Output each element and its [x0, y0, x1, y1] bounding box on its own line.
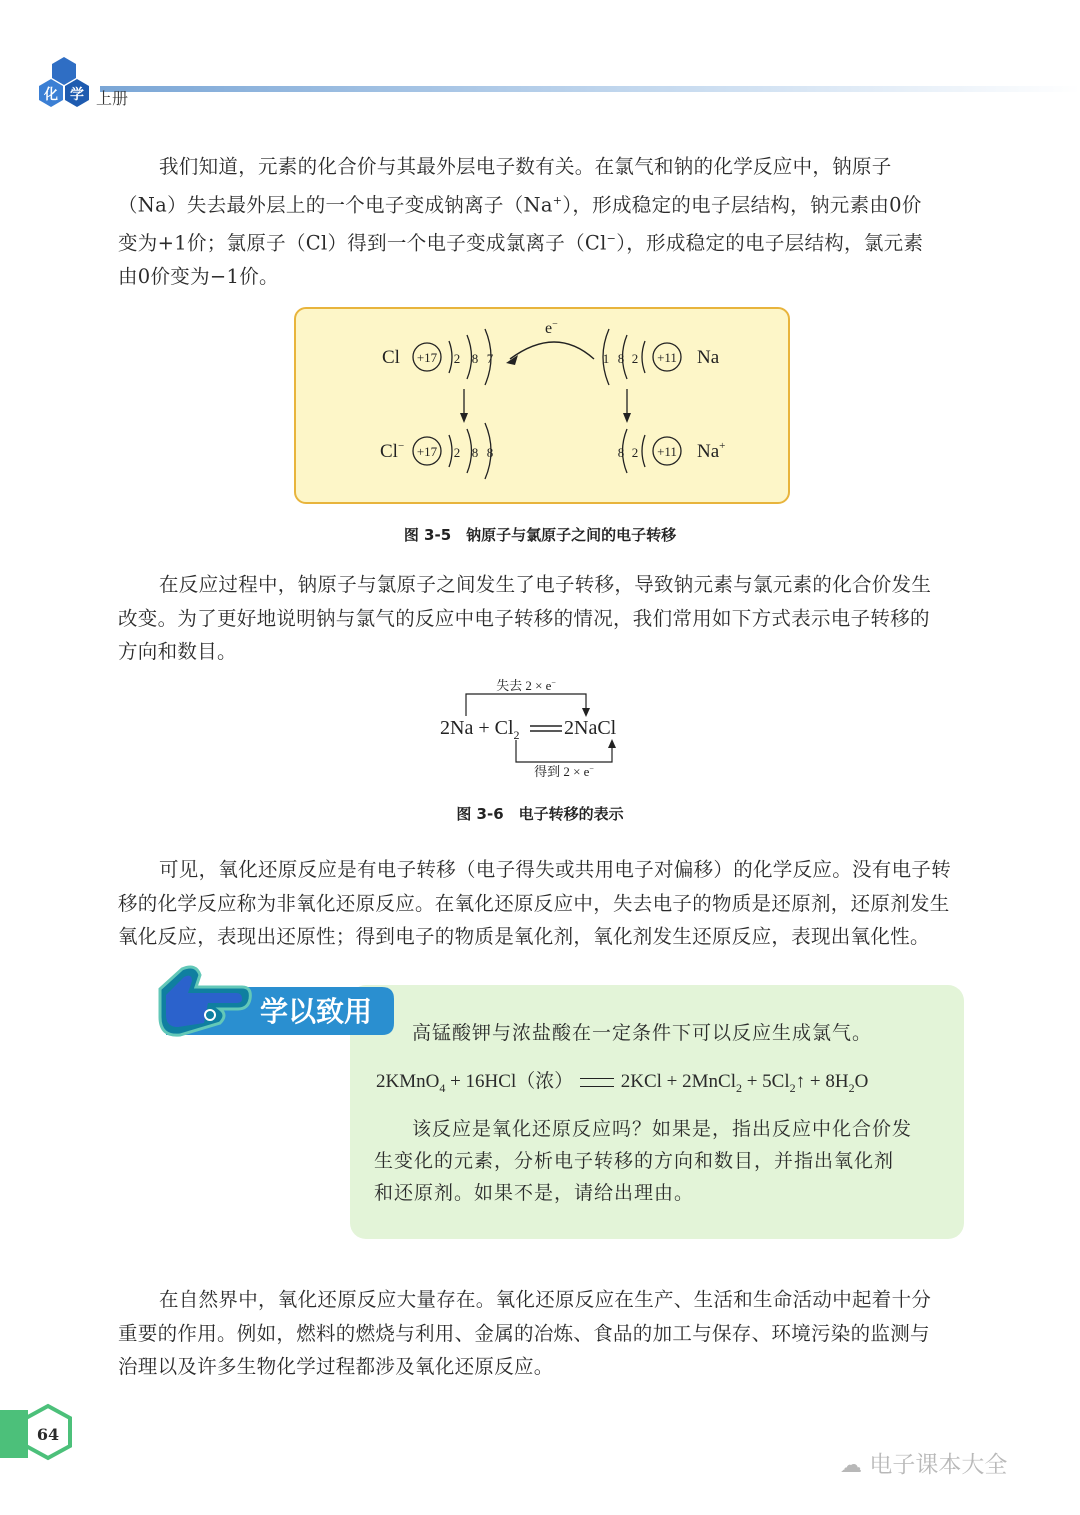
svg-text:8: 8 [486, 445, 494, 460]
hexagon-logo-icon [38, 55, 148, 115]
svg-text:8: 8 [471, 445, 479, 460]
na-ion-symbol: Na+ [697, 440, 726, 462]
paragraph-transfer-explain: 在反应过程中，钠原子与氯原子之间发生了电子转移，导致钠元素与氯元素的化合价发生 改变。为了更好地说明钠与氯气的反应中电子转移的情况，我们常用如下方式表示电子转移的 方向和数目。 [118, 573, 932, 663]
cl-ion-nucleus: +17 [416, 444, 438, 459]
cl-nucleus-label: +17 [416, 350, 438, 365]
p1-line1: 我们知道，元素的化合价与其最外层电子数有关。在氯气和钠的化学反应中，钠原子 [159, 155, 892, 178]
equation-equals-sign [580, 1078, 614, 1087]
paragraph-redox-definition: 可见，氧化还原反应是有电子转移（电子得失或共用电子对偏移）的化学反应。没有电子转 移的化学反应称为非氧化还原反应。在氧化还原反应中，失去电子的物质是还原剂，还原剂发生 氧化反应，表现出还原性；得到电子的物质是氧化剂，氧化剂发生还原反应，表现出氧化性。 [118, 858, 952, 948]
practice-equation: 2KMnO$_4$ + 16HCl（浓） 2KCl + 2MnCl$_2$ + $5Cl_2↑ + 8H_2O$ [376, 1071, 869, 1095]
practice-intro: 高锰酸钾与浓盐酸在一定条件下可以反应生成氯气。 [412, 1022, 873, 1044]
header-rule [100, 86, 1080, 92]
hex-char-2: 学 [70, 87, 84, 103]
equation-product: 2NaCl [564, 717, 617, 739]
na-ion-nucleus: +11 [657, 444, 677, 459]
practice-question: 该反应是氧化还原反应吗？如果是，指出反应中化合价发 生变化的元素，分析电子转移的方向和数目，并指出氧化剂 和还原剂。如果不是，请给出理由。 [374, 1118, 913, 1204]
practice-title: 学以致用 [260, 995, 373, 1028]
cl-down-arrow [460, 413, 468, 423]
paragraph-redox-nature: 在自然界中，氧化还原反应大量存在。氧化还原反应在生产、生活和生命活动中起着十分 重要的作用。例如，燃料的燃烧与利用、金属的冶炼、食品的加工与保存、环境污染的监测与 治理以及许多生物化学过程都涉及氧化还原反应。 [118, 1288, 932, 1378]
svg-text:2: 2 [631, 445, 639, 460]
na-shell-middle: 8 [617, 351, 625, 366]
figure-3-6-caption: 图 3-6 电子转移的表示 [456, 805, 624, 823]
p1-line4: 由0价变为−1价。 [118, 264, 279, 288]
p1-line3: 变为+1价；氯原子（Cl）得到一个电子变成氯离子（Cl−），形成稳定的电子层结构，氯元素 [118, 231, 924, 254]
na-shell-outer: 1 [602, 351, 610, 366]
cl-shell-3: 7 [486, 351, 494, 366]
p1-line2: （Na）失去最外层上的一个电子变成钠离子（Na+），形成稳定的电子层结构，钠元素由0价 [118, 193, 922, 216]
svg-text:8: 8 [617, 445, 625, 460]
cl-atom-symbol: Cl [382, 347, 400, 368]
page-number-tab [0, 1400, 80, 1470]
wechat-icon: ☁ [840, 1453, 862, 1478]
equation-reactants: $2Na + Cl_2$ [440, 717, 520, 742]
practice-tab [156, 965, 398, 1041]
figure-electron-transfer-diagram [294, 307, 790, 504]
cl-shell-1: 2 [453, 351, 461, 366]
electron-transfer-arrow [510, 342, 594, 359]
watermark: ☁ 电子课本大全 [840, 1452, 1008, 1478]
paragraph-valence-intro [118, 150, 964, 293]
cl-ion-symbol: Cl− [380, 440, 405, 462]
na-atom-symbol: Na [697, 347, 720, 368]
cl-shell-2: 8 [471, 351, 479, 366]
na-nucleus-label: +11 [657, 350, 677, 365]
na-down-arrow [623, 413, 631, 423]
figure-3-5-caption: 图 3-5 钠原子与氯原子之间的电子转移 [403, 526, 677, 544]
book-subtitle: 上册 [96, 89, 129, 108]
gain-electrons-label: 得到 2 × e− [534, 764, 594, 779]
page-number: 64 [36, 1425, 60, 1444]
lose-electrons-label: 失去 2 × e− [496, 678, 556, 693]
na-shell-inner: 2 [631, 351, 639, 366]
figure-electron-notation [420, 672, 660, 784]
svg-text:2: 2 [453, 445, 461, 460]
electron-label: e− [545, 319, 558, 337]
hex-char-1: 化 [44, 87, 58, 103]
